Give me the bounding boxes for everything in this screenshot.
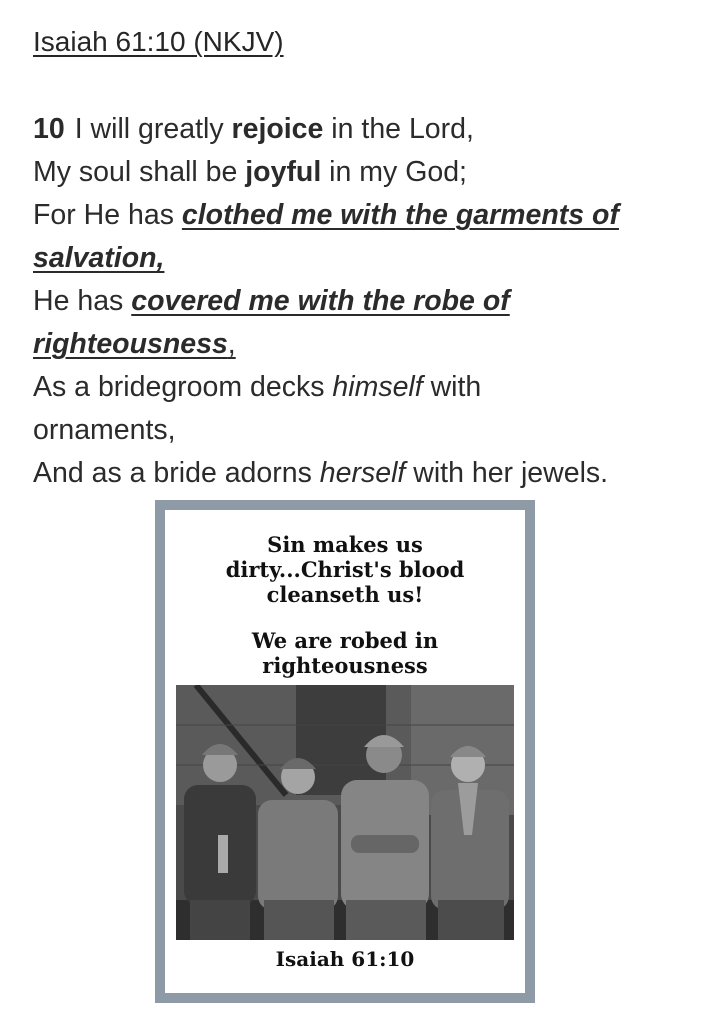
verse-segment-emphasis: salvation, [33,242,165,274]
verse-line [33,108,713,151]
verse-segment-emphasis: clothed me with the garments of [181,199,619,231]
verse-segment-italic: herself [319,457,406,489]
coal-miners-photo [176,685,514,940]
verse-segment: I will greatly [74,113,232,145]
verse-segment-emphasis: covered me with the robe of [131,285,510,317]
verse-line [33,366,713,409]
poster-subheadline: We are robed in righteousness [251,628,439,678]
poster-scripture-reference: Isaiah 61:10 [275,947,415,971]
verse-segment-emphasis: righteousness [33,328,228,360]
verse-text [33,108,713,495]
verse-line [33,452,713,495]
verse-segment: As a bridegroom decks [33,371,333,403]
verse-line [33,323,713,366]
verse-segment-bold: rejoice [231,113,324,145]
verse-segment: with her jewels. [405,457,609,489]
verse-segment: in my God; [321,156,467,188]
scripture-reference-title: Isaiah 61:10 (NKJV) [33,26,284,57]
verse-line [33,280,713,323]
verse-line [33,237,713,280]
verse-line [33,151,713,194]
verse-segment: with [422,371,482,403]
poster-headline: Sin makes us dirty...Christ's blood cleanseth us! [225,532,465,607]
verse-segment: in the Lord, [323,113,474,145]
verse-segment-bold: joyful [245,156,322,188]
verse-line [33,409,713,452]
poster-card [165,510,525,993]
verse-segment: And as a bride adorns [33,457,320,489]
verse-segment-italic: himself [332,371,423,403]
verse-segment: ornaments, [33,414,176,446]
verse-segment: My soul shall be [33,156,246,188]
verse-segment: For He has [33,199,182,231]
verse-segment-underline: , [227,328,236,360]
poster-image [155,500,535,1003]
verse-number: 10 [33,113,65,145]
verse-segment: He has [33,285,132,317]
verse-line [33,194,713,237]
